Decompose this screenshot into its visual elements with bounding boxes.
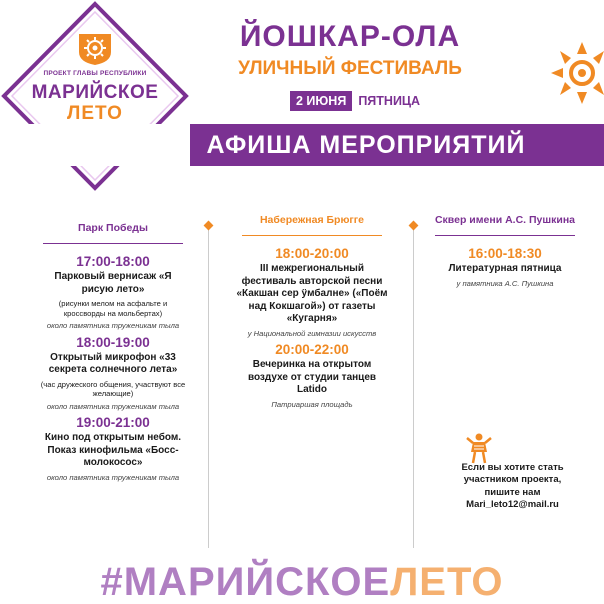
contact-email[interactable]: Mari_leto12@mail.ru <box>466 499 559 511</box>
weekday-label: ПЯТНИЦА <box>358 94 421 108</box>
event-title: Открытый микрофон «33 секрета солнечного лета» <box>48 351 178 376</box>
event-time: 18:00-19:00 <box>76 334 150 350</box>
venue-rule <box>242 235 382 236</box>
event-location: около памятника труженикам тыла <box>46 321 180 331</box>
hashtag <box>0 560 604 604</box>
date-badge: 2 ИЮНЯ <box>290 91 352 111</box>
logo-title-line2: ЛЕТО <box>67 103 123 124</box>
event-location: у Национальной гимназии искусств <box>247 328 377 338</box>
venue-column-naberezhnaya-brugge <box>232 214 392 409</box>
sun-ornament-icon <box>544 38 604 108</box>
event-item <box>38 254 188 330</box>
event-time: 18:00-20:00 <box>275 246 349 262</box>
diamond-separator-icon <box>409 221 419 231</box>
event-location: около памятника труженикам тыла <box>46 401 180 411</box>
festival-subtitle: УЛИЧНЫЙ ФЕСТИВАЛЬ <box>238 58 462 79</box>
column-divider <box>413 228 414 548</box>
event-note: (рисунки мелом на асфальте и кроссворды на мольбертах) <box>58 299 168 318</box>
logo-title-line1: МАРИЙСКОЕ <box>31 82 159 103</box>
venue-rule <box>435 235 575 236</box>
invitation-line: пишите нам <box>484 486 541 498</box>
event-location: около памятника труженикам тыла <box>46 472 180 482</box>
city-title: ЙОШКАР-ОЛА <box>239 20 461 53</box>
venue-name: Парк Победы <box>78 222 148 234</box>
venue-name: Набережная Брюгге <box>259 214 365 226</box>
event-time: 17:00-18:00 <box>76 254 150 270</box>
column-divider <box>208 228 209 548</box>
event-time: 20:00-22:00 <box>275 342 349 358</box>
marigold-emblem-icon <box>75 30 115 66</box>
invitation-line: участником проекта, <box>463 474 562 486</box>
event-note: (час дружеского общения, участвуют все желающие) <box>40 379 186 399</box>
event-item <box>232 342 392 409</box>
invitation-text <box>450 462 575 511</box>
banner-left-gap <box>0 124 190 166</box>
event-item <box>232 246 392 338</box>
event-title: Кино под открытым небом. Показ кинофильма «Босс-молокосос» <box>44 432 182 469</box>
date-row <box>290 90 420 112</box>
logo-subtitle: ПРОЕКТ ГЛАВЫ РЕСПУБЛИКИ <box>43 70 147 77</box>
invitation-line: Если вы хотите стать <box>461 462 564 473</box>
event-item <box>38 415 188 482</box>
venue-name: Сквер имени А.С. Пушкина <box>434 214 576 226</box>
invitation-block <box>450 462 575 511</box>
venue-rule <box>43 243 183 244</box>
banner-title: АФИША МЕРОПРИЯТИЙ <box>206 131 526 159</box>
event-time: 16:00-18:30 <box>468 246 542 262</box>
dancer-figure-icon <box>465 432 493 464</box>
venue-column-park-pobedy <box>38 214 188 482</box>
event-title: Парковый вернисаж «Я рисую лето» <box>54 271 172 295</box>
event-time: 19:00-21:00 <box>76 415 150 431</box>
event-title: III межрегиональный фестиваль авторской песни «Какшан сер ӱмбалне» («Поём над Кокшагой») от газеты «Кугарня» <box>236 263 388 325</box>
hashtag-part1: #МАРИЙСКОЕ <box>100 560 391 604</box>
hashtag-part2: ЛЕТО <box>390 560 504 604</box>
event-title: Вечеринка на открытом воздухе от студии танцев Latido <box>247 359 377 396</box>
event-item <box>38 335 188 411</box>
event-location: у памятника А.С. Пушкина <box>456 278 554 288</box>
diamond-separator-icon <box>204 221 214 231</box>
event-location: Патриаршая площадь <box>271 399 353 409</box>
event-title: Литературная пятница <box>448 263 562 275</box>
event-item <box>430 246 580 288</box>
venue-column-skver-pushkina <box>430 214 580 288</box>
